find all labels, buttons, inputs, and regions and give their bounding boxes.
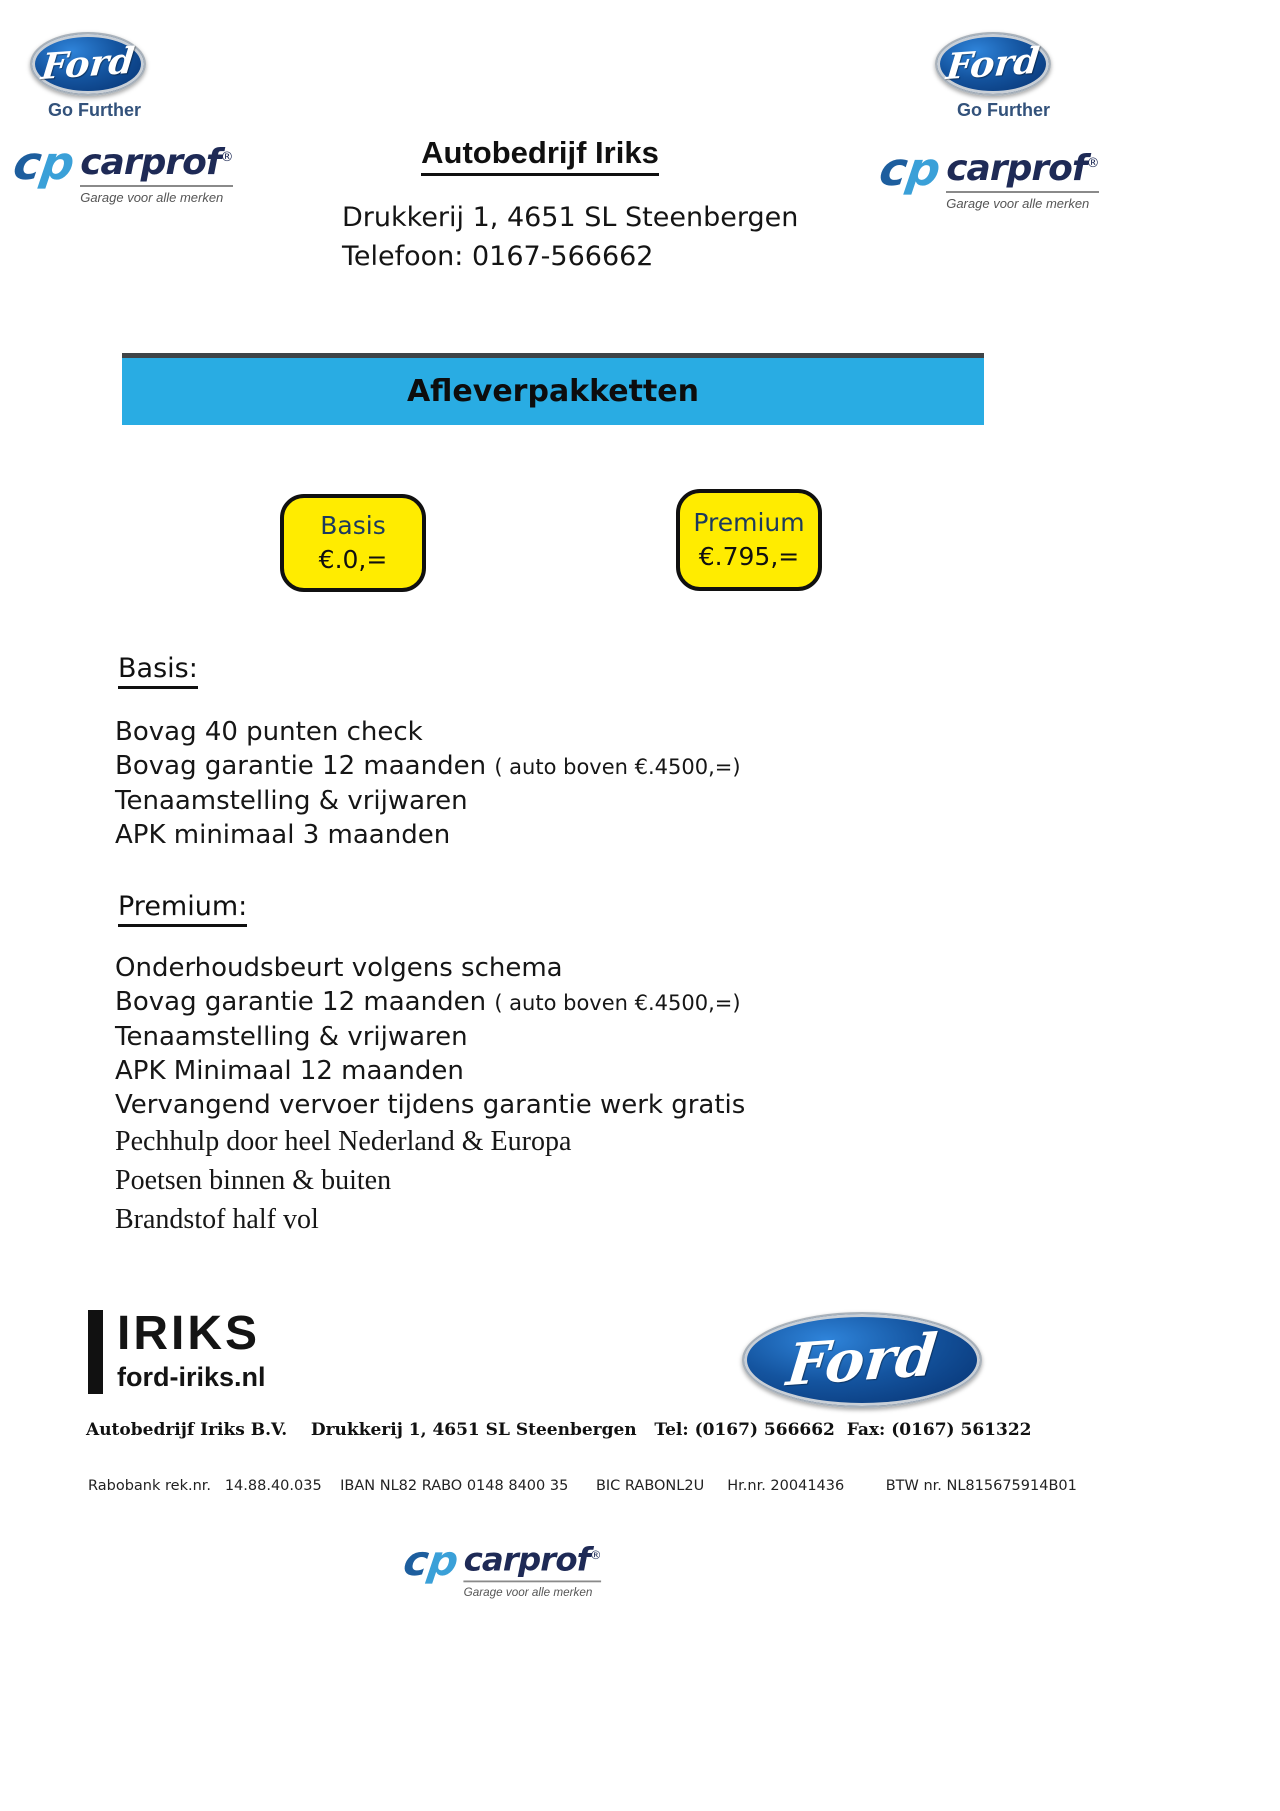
ford-wordmark: Ford [944, 39, 1042, 89]
package-box-premium [676, 489, 822, 591]
carprof-icon [400, 1536, 462, 1585]
carprof-tagline: Garage voor alle merken [946, 191, 1098, 211]
package-name: Premium [693, 508, 805, 537]
registered-mark: ® [1086, 156, 1099, 171]
section-banner [122, 353, 984, 425]
list-item-note: ( auto boven €.4500,=) [494, 991, 741, 1015]
package-box-basis [280, 494, 426, 592]
package-name: Basis [320, 511, 386, 540]
carprof-logo [876, 142, 1099, 211]
package-price: €.0,= [318, 545, 388, 574]
list-item: Bovag garantie 12 maanden ( auto boven €.4500,=) [115, 751, 741, 781]
address-line: Drukkerij 1, 4651 SL Steenbergen [342, 202, 799, 233]
basis-list [115, 716, 741, 853]
carprof-tagline: Garage voor alle merken [80, 185, 232, 205]
list-item: Bovag garantie 12 maanden ( auto boven €.4500,=) [115, 987, 741, 1017]
carprof-brand: carprof [463, 1541, 590, 1579]
iriks-name: IRIKS [117, 1307, 261, 1360]
iriks-logo [88, 1307, 266, 1394]
premium-list [115, 952, 745, 1240]
page-title: Autobedrijf Iriks [421, 135, 659, 176]
list-item: Pechhulp door heel Nederland & Europa [115, 1126, 572, 1157]
ford-tagline: Go Further [957, 100, 1050, 120]
package-price: €.795,= [698, 542, 800, 571]
ford-logo [935, 32, 1051, 96]
iriks-logo-bar [88, 1310, 103, 1394]
address-block [342, 198, 798, 276]
basis-heading: Basis: [118, 653, 198, 689]
list-item: APK Minimaal 12 maanden [115, 1056, 464, 1086]
ford-logo [742, 1312, 982, 1408]
list-item: Brandstof half vol [115, 1204, 319, 1235]
carprof-icon [876, 142, 945, 196]
list-item: Tenaamstelling & vrijwaren [115, 786, 468, 816]
list-item: Vervangend vervoer tijdens garantie werk gratis [115, 1090, 746, 1120]
carprof-wordmark [464, 1540, 601, 1577]
carprof-brand: carprof [80, 142, 221, 183]
carprof-logo [400, 1536, 601, 1599]
carprof-icon-p: p [425, 1536, 462, 1585]
carprof-tagline: Garage voor alle merken [464, 1581, 601, 1599]
carprof-icon-p: p [37, 136, 79, 190]
ford-wordmark: Ford [783, 1320, 941, 1400]
footer-bank-line: Rabobank rek.nr. 14.88.40.035 IBAN NL82 RABO 0148 8400 35 BIC RABONL2U Hr.nr. 20041436 BTW nr. NL815675914B01 [88, 1478, 1077, 1494]
footer-contact-line: Autobedrijf Iriks B.V. Drukkerij 1, 4651 SL Steenbergen Tel: (0167) 566662 Fax: (0167) 561322 [86, 1420, 1032, 1440]
ford-logo [30, 32, 146, 96]
carprof-wordmark [946, 146, 1098, 187]
carprof-icon-c: c [10, 136, 46, 190]
list-item-note: ( auto boven €.4500,=) [494, 755, 741, 779]
ford-tagline: Go Further [48, 100, 141, 120]
list-item: Bovag 40 punten check [115, 717, 423, 747]
iriks-website: ford-iriks.nl [117, 1362, 266, 1392]
list-item: APK minimaal 3 maanden [115, 820, 451, 850]
list-item: Tenaamstelling & vrijwaren [115, 1022, 468, 1052]
carprof-brand: carprof [946, 148, 1087, 189]
registered-mark: ® [589, 1549, 601, 1563]
registered-mark: ® [220, 150, 233, 165]
list-item: Onderhoudsbeurt volgens schema [115, 953, 563, 983]
banner-title: Afleverpakketten [406, 374, 700, 409]
premium-heading: Premium: [118, 891, 247, 927]
carprof-icon-c: c [876, 142, 912, 196]
carprof-icon-p: p [903, 142, 945, 196]
carprof-icon-c: c [400, 1536, 432, 1585]
list-item: Poetsen binnen & buiten [115, 1165, 392, 1196]
phone-line: Telefoon: 0167-566662 [342, 241, 654, 272]
ford-wordmark: Ford [39, 39, 137, 89]
